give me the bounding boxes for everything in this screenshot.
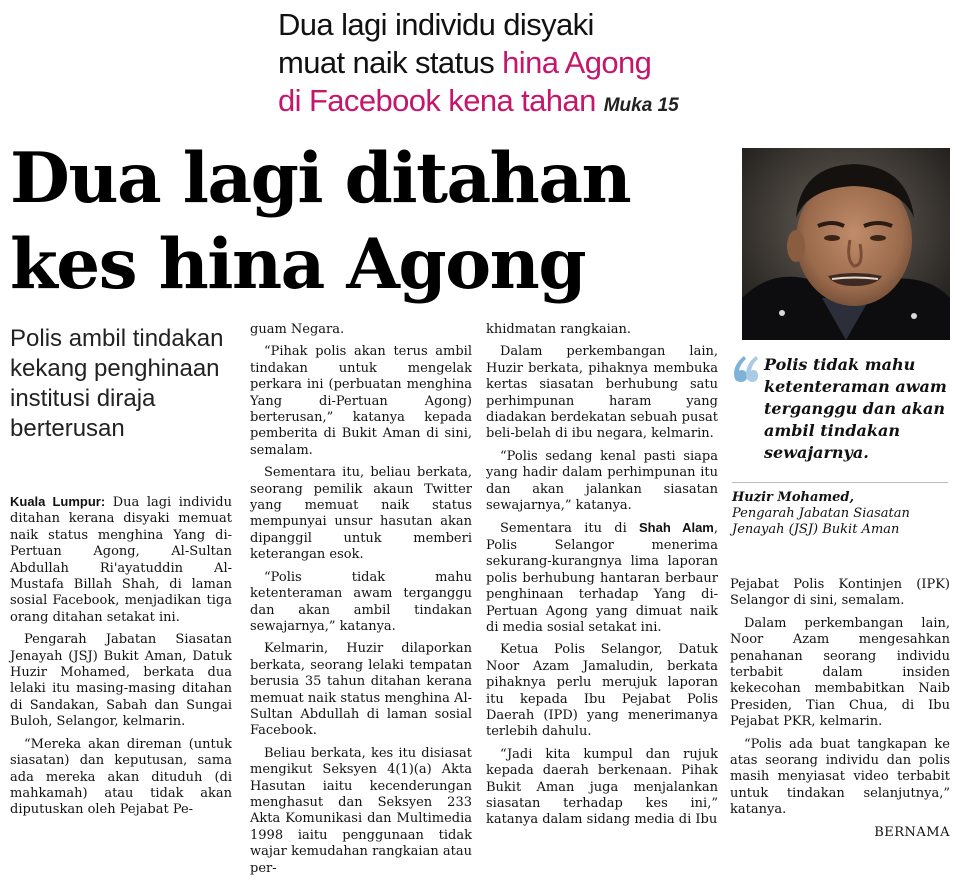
paragraph: “Polis tidak mahu ketenteraman awam terganggu dan akan ambil tindakan sewajarnya,” katanya. bbox=[250, 569, 472, 634]
teaser-line-2-plain: muat naik status bbox=[278, 45, 503, 80]
pull-quote-divider bbox=[732, 482, 948, 483]
location-dateline: Shah Alam bbox=[639, 520, 714, 536]
paragraph-text: , Polis Selangor menerima sekurang-kurangnya lima laporan polis berhubung hantaran berbaur penghinaan terhadap Yang di-Pertuan Agong yang dimuat naik di media sosial setakat ini. bbox=[486, 521, 719, 635]
page-reference[interactable]: Muka 15 bbox=[603, 95, 679, 116]
lead-text: Dua lagi individu ditahan kerana disyaki memuat naik status menghina Yang di-Pertuan Agong, Al-Sultan Abdullah Ri'ayatuddin Al-Mustafa Billah Shah, di laman sosial Facebook, menjadikan tiga orang ditahan setakat ini. bbox=[10, 495, 232, 625]
paragraph: Beliau berkata, kes itu disiasat mengikut Seksyen 4(1)(a) Akta Hasutan iaitu kecenderungan menghasut dan Seksyen 233 Akta Komunikasi dan Multimedia 1998 iaitu penggunaan tidak wajar kemudahan rangkaian atau per- bbox=[250, 745, 472, 876]
pull-quote-attribution bbox=[732, 490, 952, 538]
paragraph: Dalam perkembangan lain, Huzir berkata, pihaknya membuka kertas siasatan berhubung satu perhimpunan haram yang diadakan berdekatan sebuah pusat beli-belah di ibu negara, kelmarin. bbox=[486, 344, 718, 442]
quote-mark-icon bbox=[732, 354, 758, 384]
paragraph: “Pihak polis akan terus ambil tindakan untuk mengelak perkara ini (perbuatan menghina Yang di-Pertuan Agong) berterusan,” katanya kepada pemberita di Bukit Aman di sini, semalam. bbox=[250, 344, 472, 458]
paragraph-continued: khidmatan rangkaian. bbox=[486, 322, 631, 337]
teaser-line-3 bbox=[278, 82, 698, 125]
teaser-line-2-highlight: hina Agong bbox=[502, 45, 652, 80]
paragraph: Dalam perkembangan lain, Noor Azam mengesahkan penahanan seorang individu terbabit dalam insiden kekecohan membabitkan Naib Presiden, Tian Chua, di Ibu Pejabat PKR, kelmarin. bbox=[730, 615, 950, 730]
dateline: Kuala Lumpur: bbox=[10, 494, 106, 509]
pull-quote bbox=[732, 354, 952, 464]
article-column-3 bbox=[486, 322, 718, 835]
main-headline bbox=[10, 136, 730, 308]
paragraph: “Jadi kita kumpul dan rujuk kepada daerah berkenaan. Pihak Bukit Aman juga menjalankan siasatan terhadap kes ini,” katanya dalam sidang media di Ibu bbox=[486, 746, 718, 828]
teaser-line-1: Dua lagi individu disyaki bbox=[278, 7, 594, 42]
paragraph-continued: guam Negara. bbox=[250, 322, 345, 337]
article-column-4 bbox=[730, 577, 950, 847]
deck-subheadline: Polis ambil tindakan kekang penghinaan institusi diraja berterusan bbox=[10, 325, 224, 442]
paragraph: Kelmarin, Huzir dilaporkan berkata, seorang lelaki tempatan berusia 35 tahun ditahan kerana memuat naik status menghina Al-Sultan Abdullah di laman sosial Facebook. bbox=[250, 641, 472, 739]
paragraph: Sementara itu, beliau berkata, seorang pemilik akaun Twitter yang memuat naik status mempunyai unsur hasutan akan dipanggil untuk memberi keterangan esok. bbox=[250, 465, 472, 563]
teaser-headline bbox=[278, 6, 698, 125]
paragraph: “Polis ada buat tangkapan ke atas seorang individu dan polis masih menyiasat video terbabit untuk tindakan selanjutnya,” katanya. bbox=[730, 736, 950, 818]
portrait-illustration bbox=[742, 148, 950, 340]
teaser-line-2 bbox=[278, 44, 698, 82]
pull-quote-text: Polis tidak mahu ketenteraman awam terganggu dan akan ambil tindakan sewajarnya. bbox=[764, 355, 947, 462]
headline-line-2: kes hina Agong bbox=[10, 224, 586, 305]
paragraph: Ketua Polis Selangor, Datuk Noor Azam Jamaludin, berkata pihaknya perlu merujuk laporan itu kepada Ibu Pejabat Polis Daerah (IPD) yang menerimanya terlebih dahulu. bbox=[486, 642, 718, 740]
paragraph bbox=[486, 520, 718, 636]
paragraph: “Polis sedang kenal pasti siapa yang hadir dalam perhimpunan itu dan akan jalankan siasatan sewajarnya,” katanya. bbox=[486, 448, 718, 514]
paragraph-continued: Pejabat Polis Kontinjen (IPK) Selangor di sini, semalam. bbox=[730, 577, 950, 609]
article-column-1 bbox=[10, 494, 232, 825]
paragraph-text: Sementara itu di bbox=[500, 521, 640, 537]
portrait-photo bbox=[742, 148, 950, 340]
lead-paragraph bbox=[10, 494, 232, 626]
attribution-name: Huzir Mohamed, bbox=[732, 490, 855, 505]
paragraph: “Mereka akan direman (untuk siasatan) dan keputusan, sama ada mereka akan dituduh (di mahkamah) atau tidak akan diputuskan oleh Pejabat Pe- bbox=[10, 736, 232, 818]
agency-byline: BERNAMA bbox=[874, 824, 950, 840]
teaser-line-3-text: di Facebook kena tahan bbox=[278, 83, 596, 118]
article-column-2 bbox=[250, 322, 472, 883]
headline-line-1: Dua lagi ditahan bbox=[10, 138, 631, 219]
paragraph: Pengarah Jabatan Siasatan Jenayah (JSJ) Bukit Aman, Datuk Huzir Mohamed, berkata dua lelaki itu masing-masing ditahan di Sandakan, Sabah dan Sungai Buloh, Selangor, kelmarin. bbox=[10, 632, 232, 730]
attribution-title: Pengarah Jabatan Siasatan Jenayah (JSJ) Bukit Aman bbox=[732, 506, 910, 537]
